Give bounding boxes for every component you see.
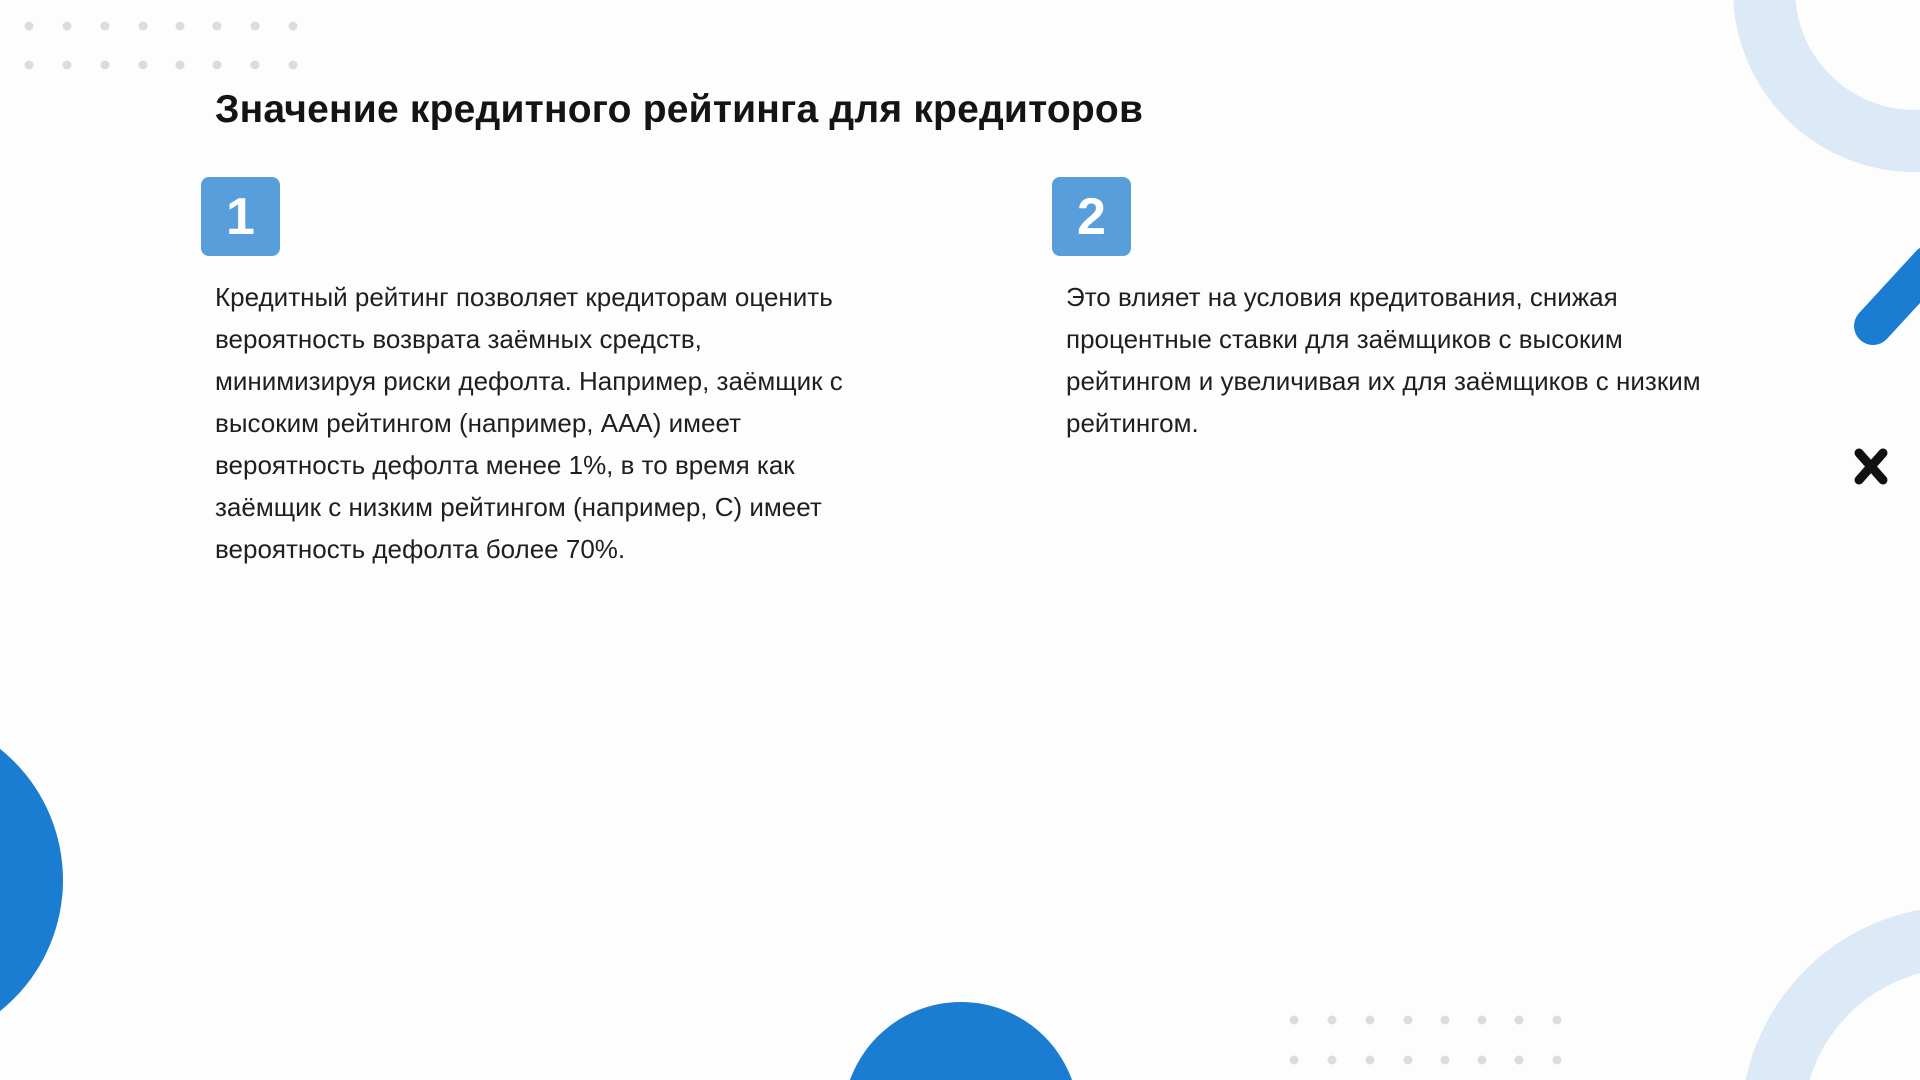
ring-top-right (1764, 0, 1920, 141)
dot-grid-top-left (25, 22, 298, 70)
dot-grid-bottom-right (1290, 1016, 1562, 1065)
close-icon (1859, 453, 1883, 480)
slide-title: Значение кредитного рейтинга для кредиторов (215, 88, 1144, 131)
point-number-badge: 2 (1052, 177, 1131, 256)
circle-bottom (843, 1002, 1079, 1080)
point-number-badge: 1 (201, 177, 280, 256)
ring-bottom-right (1772, 937, 1920, 1080)
circle-left (0, 712, 63, 1048)
diagonal-stroke (1873, 264, 1920, 326)
point-text: Кредитный рейтинг позволяет кредиторам оценить вероятность возврата заёмных средств, минимизируя риски дефолта. Например, заёмщик с высоким рейтингом (например, AAA) имеет вероятность дефолта менее 1%, в то время как заёмщик с низким рейтингом (например, C) имеет вероятность дефолта более 70%. (215, 282, 843, 564)
point-text: Это влияет на условия кредитования, снижая процентные ставки для заёмщиков с высоким рейтингом и увеличивая их для заёмщиков с низким рейтингом. (1066, 282, 1701, 438)
